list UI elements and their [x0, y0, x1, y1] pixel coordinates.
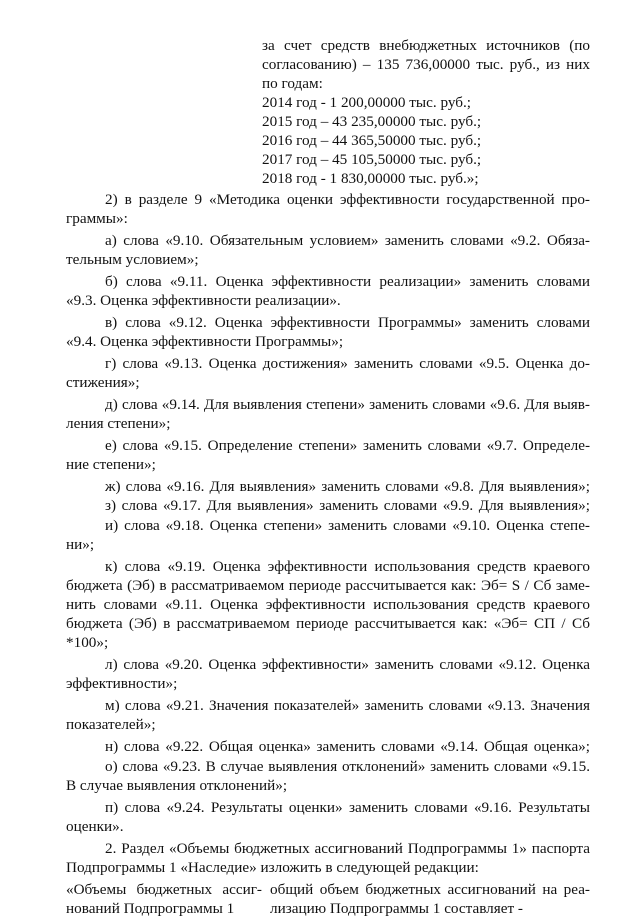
- subitem-line: в) слова «9.12. Оценка эффективности Программы» заменить словами: [105, 314, 590, 331]
- subitem-line: ни»;: [66, 536, 95, 553]
- table-continuation: [270, 0, 271, 1]
- subitem-line: ления степени»;: [66, 415, 171, 432]
- funding-text-line: по годам:: [262, 75, 323, 92]
- table-right-cell-line: лизацию Подпрограммы 1 составляет -: [270, 900, 523, 917]
- subitem-line: эффективности»;: [66, 675, 178, 692]
- subitem-line: *100»;: [66, 634, 109, 651]
- year-line: 2014 год - 1 200,00000 тыс. руб.;: [262, 94, 471, 111]
- subitem-line: м) слова «9.21. Значения показателей» заменить словами «9.13. Значения: [105, 697, 590, 714]
- subitem-line: о) слова «9.23. В случае выявления отклонений» заменить словами «9.15.: [105, 758, 590, 775]
- year-line: 2015 год – 43 235,00000 тыс. руб.;: [262, 113, 482, 130]
- subitem-line: нить словами «9.11. Оценка эффективности использования средств краевого: [66, 596, 590, 613]
- subitem-line: ж) слова «9.16. Для выявления» заменить словами «9.8. Для выявления»;: [105, 478, 590, 495]
- funding-text-line: за счет средств внебюджетных источников (по: [262, 37, 590, 54]
- subitem-line: показателей»;: [66, 716, 156, 733]
- subitem-line: стижения»;: [66, 374, 140, 391]
- subitem-line: «9.3. Оценка эффективности реализации».: [66, 292, 341, 309]
- subitem-line: г) слова «9.13. Оценка достижения» заменить словами «9.5. Оценка до-: [105, 355, 590, 372]
- section-line: Подпрограммы 1 «Наследие» изложить в следующей редакции:: [66, 859, 479, 876]
- subitem-line: бюджета (Эб) в рассматриваемом периоде рассчитывается как: Эб= S / Сб заме-: [66, 577, 590, 594]
- table-left-cell-line: «Объемы бюджетных ассиг-: [66, 881, 262, 898]
- subitem-line: б) слова «9.11. Оценка эффективности реализации» заменить словами: [105, 273, 590, 290]
- subitem-line: н) слова «9.22. Общая оценка» заменить словами «9.14. Общая оценка»;: [105, 738, 590, 755]
- subitem-line: оценки».: [66, 818, 124, 835]
- subitem-line: В случае выявления отклонений»;: [66, 777, 288, 794]
- subitem-line: п) слова «9.24. Результаты оценки» заменить словами «9.16. Результаты: [105, 799, 590, 816]
- subitem-line: з) слова «9.17. Для выявления» заменить словами «9.9. Для выявления»;: [105, 497, 590, 514]
- table-right-cell-line: общий объем бюджетных ассигнований на реа-: [270, 881, 590, 898]
- subitem-line: л) слова «9.20. Оценка эффективности» заменить словами «9.12. Оценка: [105, 656, 590, 673]
- subitem-line: ние степени»;: [66, 456, 156, 473]
- paragraph-line: 2) в разделе 9 «Методика оценки эффективности государственной про-: [105, 191, 590, 208]
- year-line: 2018 год - 1 830,00000 тыс. руб.»;: [262, 170, 479, 187]
- section-line: 2. Раздел «Объемы бюджетных ассигнований Подпрограммы 1» паспорта: [105, 840, 590, 857]
- paragraph-line: граммы»:: [66, 210, 128, 227]
- subitem-line: к) слова «9.19. Оценка эффективности использования средств краевого: [105, 558, 590, 575]
- subitem-line: а) слова «9.10. Обязательным условием» заменить словами «9.2. Обяза-: [105, 232, 590, 249]
- funding-text-line: согласованию) – 135 736,00000 тыс. руб., из них: [262, 56, 590, 73]
- table-right-cell-line: [270, 0, 271, 1]
- subitem-line: е) слова «9.15. Определение степени» заменить словами «9.7. Определе-: [105, 437, 590, 454]
- subitem-line: «9.4. Оценка эффективности Программы»;: [66, 333, 344, 350]
- table-left-cell-line: нований Подпрограммы 1: [66, 900, 235, 917]
- subitem-line: тельным условием»;: [66, 251, 199, 268]
- year-line: 2017 год – 45 105,50000 тыс. руб.;: [262, 151, 482, 168]
- subitem-line: д) слова «9.14. Для выявления степени» заменить словами «9.6. Для выяв-: [105, 396, 590, 413]
- subitem-line: и) слова «9.18. Оценка степени» заменить словами «9.10. Оценка степе-: [105, 517, 590, 534]
- year-line: 2016 год – 44 365,50000 тыс. руб.;: [262, 132, 482, 149]
- subitem-line: бюджета (Эб) в рассматриваемом периоде рассчитывается как: «Эб= СП / Сб: [66, 615, 590, 632]
